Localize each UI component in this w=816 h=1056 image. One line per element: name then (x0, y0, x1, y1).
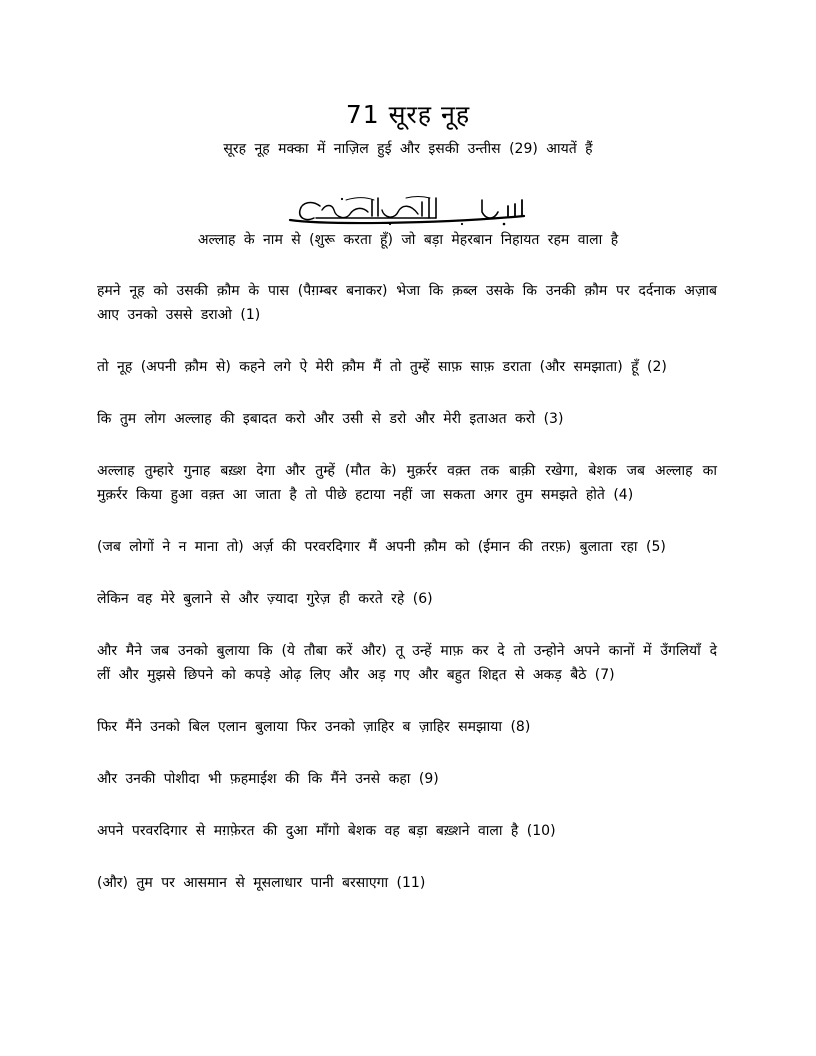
verse-5: (जब लोगों ने न माना तो) अर्ज़ की परवरदिगार मैं अपनी क़ौम को (ईमान की तरफ़) बुलाता रहा (5) (97, 539, 666, 555)
verse-2: तो नूह (अपनी क़ौम से) कहने लगे ऐ मेरी क़ौम मैं तो तुम्हें साफ़ साफ़ डराता (और समझाता) हूँ (2) (97, 359, 667, 375)
verse-8: फिर मैंने उनको बिल एलान बुलाया फिर उनको ज़ाहिर ब ज़ाहिर समझाया (8) (97, 719, 531, 735)
surah-subtitle: सूरह नूह मक्का में नाज़िल हुई और इसकी उन्तीस (29) आयतें हैं (223, 141, 593, 157)
verse-7: और मैने जब उनको बुलाया कि (ये तौबा करें और) तू उन्हें माफ़ कर दे तो उन्होने अपने कानों में उँगलियाँ दे लीं और मुझसे छिपने को कपड़े ओढ़ लिए और अड़ गए और बहुत शिद्दत से अकड़ बैठे (7) (97, 643, 717, 683)
verse-11: (और) तुम पर आसमान से मूसलाधार पानी बरसाएगा (11) (97, 875, 426, 891)
verse-3: कि तुम लोग अल्लाह की इबादत करो और उसी से डरो और मेरी इताअत करो (3) (97, 411, 564, 427)
surah-title: 71 सूरह नूह (345, 100, 471, 129)
bismillah-calligraphy-icon (286, 194, 531, 228)
verse-10: अपने परवरदिगार से मग़फ़ेरत की दुआ माँगो बेशक वह बड़ा बख़्शने वाला है (10) (97, 823, 556, 839)
verse-4: अल्लाह तुम्हारे गुनाह बख़्श देगा और तुम्हें (मौत के) मुक़र्रर वक़्त तक बाक़ी रखेगा, बेशक जब अल्लाह का मुक़र्रर किया हुआ वक़्त आ जाता है तो पीछे हटाया नहीं जा सकता अगर तुम समझते होते (4) (97, 463, 717, 503)
verse-1: हमने नूह को उसकी क़ौम के पास (पैग़म्बर बनाकर) भेजा कि क़ब्ल उसके कि उनकी क़ौम पर दर्दनाक अज़ाब आए उनको उससे डराओ (1) (97, 283, 717, 323)
verse-6: लेकिन वह मेरे बुलाने से और ज़्यादा गुरेज़ ही करते रहे (6) (97, 591, 433, 607)
verse-9: और उनकी पोशीदा भी फ़हमाईश की कि मैंने उनसे कहा (9) (97, 771, 439, 787)
bismillah-translation: अल्लाह के नाम से (शुरू करता हूँ) जो बड़ा मेहरबान निहायत रहम वाला है (197, 232, 619, 248)
verse-list (97, 279, 717, 923)
